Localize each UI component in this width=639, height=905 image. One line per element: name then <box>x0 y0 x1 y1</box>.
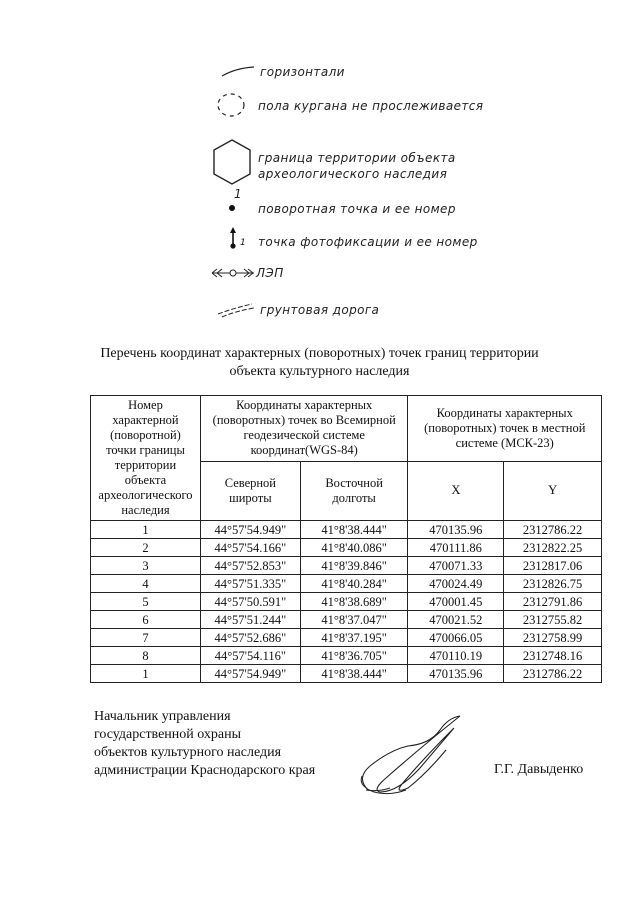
photo-point-number: 1 <box>240 238 246 248</box>
cell-x: 470001.45 <box>408 593 504 611</box>
signature-line4: администрации Краснодарского края <box>94 763 316 778</box>
cell-point-number: 1 <box>91 521 201 539</box>
cell-east-longitude: 41°8'38.444" <box>300 665 408 683</box>
cell-east-longitude: 41°8'40.284" <box>300 575 408 593</box>
table-row <box>91 647 602 665</box>
header-wgs84: Координаты характерных (поворотных) точек во Всемирной геодезической системе координат(WGS-84) <box>200 396 408 462</box>
header-east-longitude: Восточной долготы <box>300 461 408 520</box>
cell-point-number: 3 <box>91 557 201 575</box>
cell-y: 2312786.22 <box>504 665 602 683</box>
legend-item-boundary <box>258 150 456 182</box>
dirt-road-icon <box>216 300 256 318</box>
legend-item-dirt-road <box>260 302 379 318</box>
photo-point-arrow-icon <box>228 226 240 250</box>
table-row <box>91 521 602 539</box>
cell-east-longitude: 41°8'40.086" <box>300 539 408 557</box>
cell-east-longitude: 41°8'36.705" <box>300 647 408 665</box>
title-line1: Перечень координат характерных (поворотных) точек границ территории <box>100 346 539 361</box>
cell-x: 470071.33 <box>408 557 504 575</box>
cell-y: 2312826.75 <box>504 575 602 593</box>
cell-x: 470024.49 <box>408 575 504 593</box>
legend-item-contours <box>260 64 345 80</box>
signature-block <box>94 708 315 780</box>
hexagon-boundary-icon <box>210 138 254 186</box>
cell-point-number: 7 <box>91 629 201 647</box>
cell-y: 2312817.06 <box>504 557 602 575</box>
document-title <box>0 345 639 381</box>
turn-point-dot-icon <box>226 202 238 214</box>
legend-label: горизонтали <box>260 65 345 79</box>
cell-east-longitude: 41°8'37.195" <box>300 629 408 647</box>
cell-north-latitude: 44°57'52.853" <box>200 557 300 575</box>
header-point-number: Номер характерной (поворотной) точки границы территории объекта археологического наследия <box>91 396 201 521</box>
handwritten-signature <box>350 708 470 798</box>
cell-y: 2312786.22 <box>504 521 602 539</box>
cell-north-latitude: 44°57'52.686" <box>200 629 300 647</box>
table-row <box>91 629 602 647</box>
cell-point-number: 8 <box>91 647 201 665</box>
cell-x: 470110.19 <box>408 647 504 665</box>
cell-x: 470135.96 <box>408 521 504 539</box>
cell-y: 2312791.86 <box>504 593 602 611</box>
cell-east-longitude: 41°8'37.047" <box>300 611 408 629</box>
legend-label-line2: археологического наследия <box>258 167 448 181</box>
legend-item-power-line <box>256 265 284 281</box>
cell-y: 2312755.82 <box>504 611 602 629</box>
dashed-circle-icon <box>214 90 250 120</box>
table-row <box>91 665 602 683</box>
cell-north-latitude: 44°57'51.335" <box>200 575 300 593</box>
legend-label: пола кургана не прослеживается <box>258 99 484 113</box>
cell-east-longitude: 41°8'38.689" <box>300 593 408 611</box>
legend-item-photo-point <box>258 234 478 250</box>
legend-item-mound-floor <box>258 98 483 114</box>
coordinates-table <box>90 395 602 683</box>
signatory-name: Г.Г. Давыденко <box>494 762 584 777</box>
table-row <box>91 539 602 557</box>
cell-y: 2312822.25 <box>504 539 602 557</box>
header-msk23: Координаты характерных (поворотных) точек в местной системе (МСК-23) <box>408 396 602 462</box>
cell-east-longitude: 41°8'39.846" <box>300 557 408 575</box>
cell-north-latitude: 44°57'54.949" <box>200 665 300 683</box>
legend-label: точка фотофиксации и ее номер <box>258 235 478 249</box>
cell-north-latitude: 44°57'54.116" <box>200 647 300 665</box>
signature-line3: объектов культурного наследия <box>94 745 282 760</box>
title-line2: объекта культурного наследия <box>229 364 410 379</box>
legend-item-turn-point <box>258 201 456 217</box>
legend-label-line1: граница территории объекта <box>258 151 456 165</box>
cell-north-latitude: 44°57'54.949" <box>200 521 300 539</box>
cell-north-latitude: 44°57'50.591" <box>200 593 300 611</box>
cell-point-number: 6 <box>91 611 201 629</box>
cell-point-number: 1 <box>91 665 201 683</box>
table-row <box>91 575 602 593</box>
cell-y: 2312758.99 <box>504 629 602 647</box>
table-row <box>91 557 602 575</box>
cell-north-latitude: 44°57'54.166" <box>200 539 300 557</box>
cell-x: 470066.05 <box>408 629 504 647</box>
turn-point-number: 1 <box>234 187 243 201</box>
header-y: Y <box>504 461 602 520</box>
cell-point-number: 4 <box>91 575 201 593</box>
legend-label: грунтовая дорога <box>260 303 380 317</box>
cell-x: 470135.96 <box>408 665 504 683</box>
signature-line1: Начальник управления <box>94 709 231 724</box>
table-row <box>91 611 602 629</box>
cell-x: 470021.52 <box>408 611 504 629</box>
power-line-icon <box>208 266 258 280</box>
cell-y: 2312748.16 <box>504 647 602 665</box>
legend-label: ЛЭП <box>256 266 284 280</box>
cell-point-number: 2 <box>91 539 201 557</box>
header-x: X <box>408 461 504 520</box>
table-row <box>91 593 602 611</box>
cell-x: 470111.86 <box>408 539 504 557</box>
legend-label: поворотная точка и ее номер <box>258 202 456 216</box>
cell-east-longitude: 41°8'38.444" <box>300 521 408 539</box>
contour-line-icon <box>220 64 256 80</box>
cell-point-number: 5 <box>91 593 201 611</box>
cell-north-latitude: 44°57'51.244" <box>200 611 300 629</box>
signature-line2: государственной охраны <box>94 727 242 742</box>
table-body <box>91 521 602 683</box>
header-north-latitude: Северной широты <box>200 461 300 520</box>
